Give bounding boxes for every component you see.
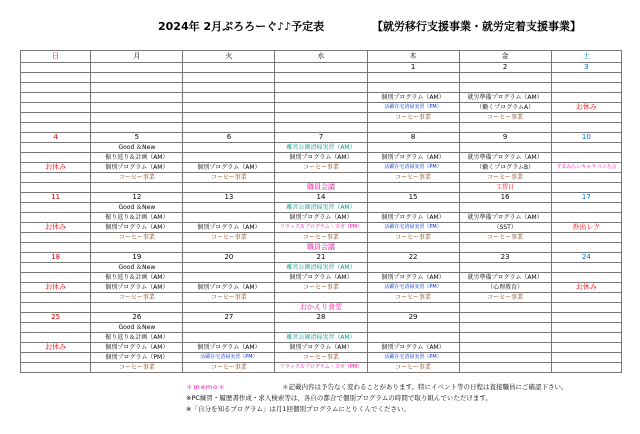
event-cell-wed: 個別プログラム（AM） — [275, 273, 367, 283]
event-cell-fri: （SST） — [459, 223, 551, 233]
event-cell-wed: 個別プログラム（AM） — [275, 343, 367, 353]
date-cell-sun: 4 — [21, 133, 91, 143]
event-cell-fri: （働くプログラムB） — [459, 163, 551, 173]
event-row — [21, 233, 622, 243]
event-cell-sat: すまみらいキャラバン大会 — [551, 163, 621, 173]
event-cell-sat: 外出レク — [551, 223, 621, 233]
event-cell-thu: 個別プログラム（AM） — [367, 153, 459, 163]
date-cell-sun: 18 — [21, 253, 91, 263]
event-cell-tue: 個別プログラム（AM） — [183, 223, 275, 233]
date-cell-tue: 13 — [183, 193, 275, 203]
date-cell-fri — [459, 313, 551, 323]
event-row — [21, 163, 622, 173]
date-cell-sat: 17 — [551, 193, 621, 203]
event-cell-wed: 職員会議 — [275, 183, 367, 193]
event-cell-thu — [367, 73, 459, 83]
event-cell-tue — [183, 103, 275, 113]
weekday-thu: 木 — [367, 51, 459, 63]
event-cell-wed — [275, 73, 367, 83]
memo-note-2: ※PC練習・履歴書作成・求人検索等は、各自の都合で個別プログラムの時間で取り組んでいただけます。 — [186, 394, 492, 402]
event-cell-sun — [21, 173, 91, 183]
event-cell-sat — [551, 333, 621, 343]
date-cell-sun: 11 — [21, 193, 91, 203]
event-cell-sat — [551, 323, 621, 333]
event-cell-sun — [21, 123, 91, 133]
event-cell-fri — [459, 353, 551, 363]
date-cell-tue: 6 — [183, 133, 275, 143]
event-cell-mon: 個別プログラム（AM） — [91, 283, 183, 293]
weekday-header-row — [21, 51, 622, 63]
event-cell-mon: 個別プログラム（AM） — [91, 163, 183, 173]
event-cell-sat — [551, 233, 621, 243]
event-row — [21, 203, 622, 213]
date-cell-mon: 26 — [91, 313, 183, 323]
event-cell-mon — [91, 123, 183, 133]
event-cell-sun — [21, 143, 91, 153]
event-row — [21, 273, 622, 283]
event-cell-wed — [275, 113, 367, 123]
event-cell-sun: お休み — [21, 223, 91, 233]
memo-line-1 — [186, 382, 626, 393]
event-cell-mon — [91, 243, 183, 253]
event-cell-mon: 振り返り＆計画（AM） — [91, 333, 183, 343]
event-cell-fri: 就労準備プログラム（AM） — [459, 273, 551, 283]
event-cell-fri — [459, 123, 551, 133]
event-cell-wed — [275, 103, 367, 113]
event-row — [21, 173, 622, 183]
event-row — [21, 103, 622, 113]
date-cell-sat: 10 — [551, 133, 621, 143]
memo-note-1: ＊記載内容は予告なく変わることがあります。特にイベント等の日程は直接職員にご確認下さい。 — [282, 383, 568, 391]
event-cell-thu — [367, 333, 459, 343]
event-cell-wed: 職員会議 — [275, 243, 367, 253]
event-cell-sat — [551, 113, 621, 123]
event-cell-fri — [459, 323, 551, 333]
event-row — [21, 333, 622, 343]
event-cell-fri — [459, 363, 551, 373]
event-cell-tue: 個別プログラム（AM） — [183, 283, 275, 293]
event-row — [21, 343, 622, 353]
event-cell-fri — [459, 143, 551, 153]
event-row — [21, 353, 622, 363]
memo-line-2 — [186, 393, 626, 404]
memo-label: ＊memo＊ — [186, 383, 226, 391]
date-cell-sat: 3 — [551, 63, 621, 73]
event-cell-fri — [459, 83, 551, 93]
event-cell-sun — [21, 363, 91, 373]
event-cell-sat — [551, 203, 621, 213]
date-row — [21, 63, 622, 73]
event-cell-fri: コーヒー事業 — [459, 233, 551, 243]
event-cell-thu: 個別プログラム（AM） — [367, 343, 459, 353]
weekday-sat: 土 — [551, 51, 621, 63]
event-cell-mon: Good ＆New — [91, 323, 183, 333]
event-row — [21, 263, 622, 273]
date-cell-mon: 5 — [91, 133, 183, 143]
event-row — [21, 213, 622, 223]
event-cell-fri — [459, 263, 551, 273]
event-cell-thu — [367, 143, 459, 153]
event-cell-wed — [275, 83, 367, 93]
event-cell-fri — [459, 303, 551, 313]
event-cell-wed: 個別プログラム（AM） — [275, 213, 367, 223]
event-cell-wed: コーヒー事業 — [275, 353, 367, 363]
event-cell-sun: お休み — [21, 283, 91, 293]
date-row — [21, 313, 622, 323]
event-cell-fri — [459, 343, 551, 353]
event-cell-tue: 個別プログラム（AM） — [183, 163, 275, 173]
event-row — [21, 283, 622, 293]
event-row — [21, 93, 622, 103]
event-cell-tue — [183, 83, 275, 93]
event-cell-fri — [459, 203, 551, 213]
event-cell-mon — [91, 73, 183, 83]
date-cell-wed: 21 — [275, 253, 367, 263]
event-cell-thu — [367, 263, 459, 273]
event-cell-thu — [367, 83, 459, 93]
event-row — [21, 293, 622, 303]
event-cell-tue — [183, 113, 275, 123]
event-row — [21, 113, 622, 123]
event-cell-thu: 活躍在宅清掃実習（PM） — [367, 103, 459, 113]
event-cell-thu: コーヒー事業 — [367, 293, 459, 303]
event-cell-thu — [367, 243, 459, 253]
event-row — [21, 183, 622, 193]
event-cell-tue: コーヒー事業 — [183, 293, 275, 303]
date-cell-fri: 2 — [459, 63, 551, 73]
event-cell-sun — [21, 153, 91, 163]
event-cell-sat — [551, 143, 621, 153]
event-cell-mon: コーヒー事業 — [91, 363, 183, 373]
memo-note-3: ※「自分を知るプログラム」は月1回個別プログラムにとりくんでください。 — [186, 405, 410, 413]
event-cell-fri — [459, 243, 551, 253]
date-cell-thu: 15 — [367, 193, 459, 203]
event-cell-fri: コーヒー事業 — [459, 293, 551, 303]
event-cell-mon: 振り返り＆計画（AM） — [91, 153, 183, 163]
weekday-mon: 月 — [91, 51, 183, 63]
event-cell-fri: コーヒー事業 — [459, 113, 551, 123]
event-cell-thu — [367, 303, 459, 313]
event-cell-thu: 個別プログラム（AM） — [367, 93, 459, 103]
event-row — [21, 243, 622, 253]
event-row — [21, 363, 622, 373]
event-cell-tue: コーヒー事業 — [183, 363, 275, 373]
event-row — [21, 83, 622, 93]
event-cell-wed: リラックスプログラム・ヨガ（PM） — [275, 363, 367, 373]
event-cell-thu: コーヒー事業 — [367, 173, 459, 183]
event-cell-sun — [21, 213, 91, 223]
event-cell-fri — [459, 73, 551, 83]
event-cell-sat — [551, 73, 621, 83]
event-cell-sun — [21, 333, 91, 343]
weekday-wed: 水 — [275, 51, 367, 63]
event-cell-wed: 離宮公園清掃実習（AM） — [275, 143, 367, 153]
event-cell-wed: コーヒー事業 — [275, 163, 367, 173]
date-cell-wed — [275, 63, 367, 73]
event-cell-thu: 活躍在宅清掃実習（PM） — [367, 163, 459, 173]
event-cell-thu: 活躍在宅清掃実習（PM） — [367, 223, 459, 233]
event-cell-sat — [551, 173, 621, 183]
event-cell-sat — [551, 123, 621, 133]
event-cell-mon: 振り返り＆計画（AM） — [91, 273, 183, 283]
event-cell-sun — [21, 103, 91, 113]
event-cell-sun: お休み — [21, 343, 91, 353]
event-cell-sun: お休み — [21, 163, 91, 173]
weekday-fri: 金 — [459, 51, 551, 63]
event-cell-fri: コーヒー事業 — [459, 173, 551, 183]
event-cell-sat: お休み — [551, 283, 621, 293]
calendar-body — [21, 63, 622, 373]
event-cell-fri: （働くプログラムA） — [459, 103, 551, 113]
event-cell-wed: コーヒー事業 — [275, 283, 367, 293]
event-cell-tue — [183, 143, 275, 153]
event-cell-wed — [275, 323, 367, 333]
event-cell-sat — [551, 303, 621, 313]
date-row — [21, 193, 622, 203]
event-cell-sat — [551, 353, 621, 363]
event-cell-wed — [275, 293, 367, 303]
event-cell-tue — [183, 153, 275, 163]
event-cell-wed — [275, 93, 367, 103]
event-cell-sat — [551, 363, 621, 373]
event-cell-sat — [551, 183, 621, 193]
event-cell-sat — [551, 93, 621, 103]
event-cell-mon — [91, 113, 183, 123]
event-cell-mon — [91, 103, 183, 113]
event-row — [21, 143, 622, 153]
date-row — [21, 133, 622, 143]
event-cell-sun — [21, 233, 91, 243]
event-cell-tue — [183, 243, 275, 253]
event-row — [21, 73, 622, 83]
event-cell-wed: おかえり食堂 — [275, 303, 367, 313]
event-cell-sat: お休み — [551, 103, 621, 113]
event-cell-mon: コーヒー事業 — [91, 293, 183, 303]
event-cell-wed — [275, 123, 367, 133]
date-cell-fri: 23 — [459, 253, 551, 263]
event-cell-thu: 活躍在宅清掃実習（PM） — [367, 353, 459, 363]
event-cell-mon: 個別プログラム（PM） — [91, 353, 183, 363]
event-cell-sat — [551, 153, 621, 163]
event-cell-sat — [551, 293, 621, 303]
event-cell-thu — [367, 323, 459, 333]
event-cell-sun — [21, 83, 91, 93]
event-cell-sun — [21, 243, 91, 253]
event-cell-wed: 離宮公園清掃実習（AM） — [275, 203, 367, 213]
event-cell-thu: 個別プログラム（AM） — [367, 213, 459, 223]
event-cell-mon: 個別プログラム（AM） — [91, 223, 183, 233]
event-cell-thu — [367, 203, 459, 213]
event-cell-sun — [21, 293, 91, 303]
date-cell-mon: 19 — [91, 253, 183, 263]
event-row — [21, 153, 622, 163]
event-cell-thu — [367, 183, 459, 193]
date-row — [21, 253, 622, 263]
event-cell-wed: 離宮公園清掃実習（AM） — [275, 263, 367, 273]
date-cell-thu: 8 — [367, 133, 459, 143]
event-cell-sun — [21, 183, 91, 193]
date-cell-fri: 9 — [459, 133, 551, 143]
event-cell-thu: 個別プログラム（AM） — [367, 273, 459, 283]
event-cell-sat — [551, 273, 621, 283]
event-cell-wed: 離宮公園清掃実習（AM） — [275, 333, 367, 343]
date-cell-thu: 1 — [367, 63, 459, 73]
event-cell-thu: コーヒー事業 — [367, 233, 459, 243]
event-cell-sat — [551, 343, 621, 353]
event-row — [21, 303, 622, 313]
date-cell-tue: 27 — [183, 313, 275, 323]
date-cell-mon — [91, 63, 183, 73]
event-cell-mon — [91, 83, 183, 93]
event-cell-mon: コーヒー事業 — [91, 233, 183, 243]
event-cell-wed: コーヒー事業 — [275, 233, 367, 243]
event-cell-tue — [183, 323, 275, 333]
event-cell-sun — [21, 113, 91, 123]
date-cell-tue — [183, 63, 275, 73]
event-cell-tue — [183, 123, 275, 133]
weekday-tue: 火 — [183, 51, 275, 63]
event-cell-tue: 個別プログラム（AM） — [183, 343, 275, 353]
event-cell-thu: コーヒー事業 — [367, 113, 459, 123]
event-cell-mon — [91, 183, 183, 193]
event-cell-fri: （心理教育） — [459, 283, 551, 293]
event-cell-mon: Good ＆New — [91, 143, 183, 153]
event-cell-mon: Good ＆New — [91, 203, 183, 213]
date-cell-fri: 16 — [459, 193, 551, 203]
event-cell-sun — [21, 73, 91, 83]
event-cell-mon: コーヒー事業 — [91, 173, 183, 183]
memo-line-3 — [186, 404, 626, 415]
event-cell-mon: 個別プログラム（AM） — [91, 343, 183, 353]
event-row — [21, 223, 622, 233]
event-cell-thu: 活躍在宅清掃実習（PM） — [367, 283, 459, 293]
event-cell-sun — [21, 203, 91, 213]
event-cell-sun — [21, 263, 91, 273]
event-cell-tue — [183, 73, 275, 83]
event-cell-wed: 個別プログラム（AM） — [275, 153, 367, 163]
memo-section — [186, 382, 626, 415]
title-main: 2024年 2月ぷろろーぐ♪♪予定表 — [158, 20, 325, 33]
date-cell-tue: 20 — [183, 253, 275, 263]
event-cell-tue — [183, 93, 275, 103]
event-cell-mon — [91, 303, 183, 313]
event-cell-tue — [183, 203, 275, 213]
event-row — [21, 323, 622, 333]
date-cell-mon: 12 — [91, 193, 183, 203]
event-cell-thu: コーヒー事業 — [367, 363, 459, 373]
event-cell-mon: Good ＆New — [91, 263, 183, 273]
event-cell-tue: 活躍在宅清掃実習（PM） — [183, 353, 275, 363]
date-cell-wed: 14 — [275, 193, 367, 203]
event-cell-sun — [21, 273, 91, 283]
event-cell-fri: 就労準備プログラム（AM） — [459, 153, 551, 163]
event-cell-tue — [183, 263, 275, 273]
date-cell-thu: 29 — [367, 313, 459, 323]
event-cell-tue — [183, 333, 275, 343]
date-cell-wed: 28 — [275, 313, 367, 323]
date-cell-wed: 7 — [275, 133, 367, 143]
event-cell-thu — [367, 123, 459, 133]
event-cell-sun — [21, 353, 91, 363]
event-cell-fri: 就労準備プログラム（AM） — [459, 93, 551, 103]
date-cell-sat — [551, 313, 621, 323]
event-cell-sat — [551, 213, 621, 223]
event-cell-tue: コーヒー事業 — [183, 233, 275, 243]
date-cell-thu: 22 — [367, 253, 459, 263]
event-cell-sun — [21, 323, 91, 333]
event-cell-wed: リラックスプログラム・ヨガ（PM） — [275, 223, 367, 233]
event-cell-fri: 工賃日 — [459, 183, 551, 193]
event-cell-sat — [551, 263, 621, 273]
event-cell-tue: コーヒー事業 — [183, 173, 275, 183]
event-cell-sun — [21, 93, 91, 103]
event-cell-sat — [551, 83, 621, 93]
event-cell-fri — [459, 333, 551, 343]
weekday-sun: 日 — [21, 51, 91, 63]
event-cell-mon — [91, 93, 183, 103]
date-cell-sat: 24 — [551, 253, 621, 263]
title-sub: 【就労移行支援事業・就労定着支援事業】 — [372, 20, 581, 33]
event-cell-mon: 振り返り＆計画（AM） — [91, 213, 183, 223]
page-title — [0, 18, 640, 34]
event-cell-wed — [275, 173, 367, 183]
date-cell-sun: 25 — [21, 313, 91, 323]
date-cell-sun — [21, 63, 91, 73]
event-cell-fri: 就労準備プログラム（AM） — [459, 213, 551, 223]
schedule-calendar — [20, 50, 622, 373]
event-cell-sat — [551, 243, 621, 253]
event-cell-tue — [183, 273, 275, 283]
event-cell-tue — [183, 303, 275, 313]
event-row — [21, 123, 622, 133]
event-cell-tue — [183, 213, 275, 223]
event-cell-sun — [21, 303, 91, 313]
event-cell-tue — [183, 183, 275, 193]
